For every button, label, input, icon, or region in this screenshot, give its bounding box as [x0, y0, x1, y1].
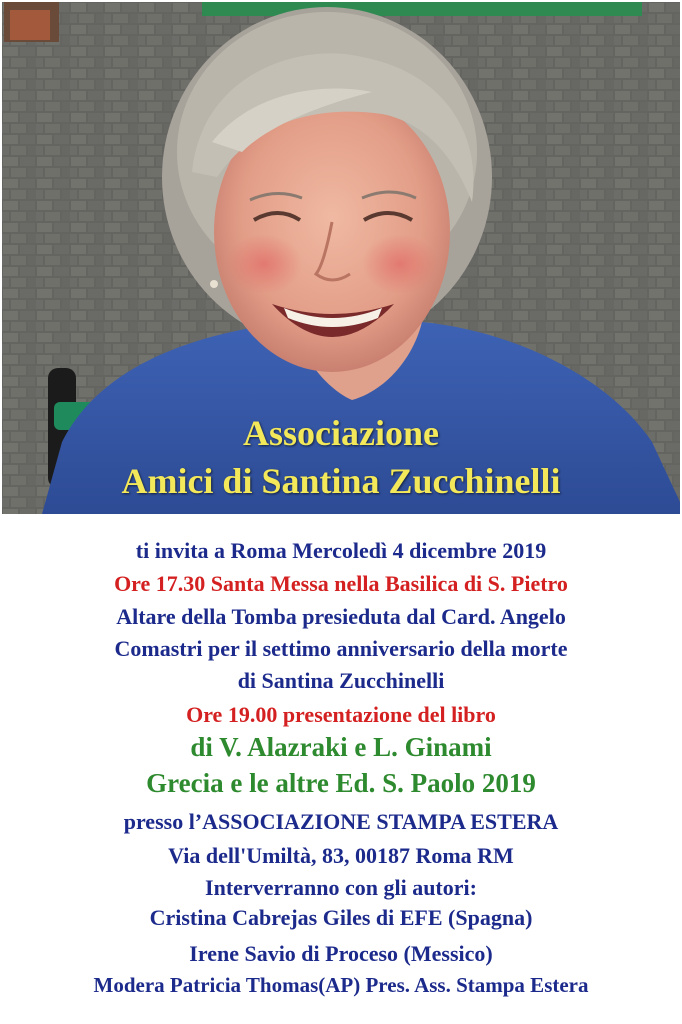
anniversary-line: Comastri per il settimo anniversario della morte — [114, 636, 568, 661]
address-line: Via dell'Umiltà, 83, 00187 Roma RM — [168, 843, 514, 868]
altar-line: Altare della Tomba presieduta dal Card. Angelo — [116, 604, 566, 629]
speakers-intro-line: Interverranno con gli autori: — [205, 875, 477, 900]
association-title: Associazione — [243, 413, 439, 453]
speaker-savio-line: Irene Savio di Proceso (Messico) — [189, 941, 493, 966]
book-title-line: Grecia e le altre Ed. S. Paolo 2019 — [146, 768, 536, 798]
association-name: Amici di Santina Zucchinelli — [121, 461, 561, 501]
venue-line: presso l’ASSOCIAZIONE STAMPA ESTERA — [123, 809, 559, 834]
moderator-line: Modera Patricia Thomas(AP) Pres. Ass. Stampa Estera — [93, 973, 589, 997]
book-authors-line: di V. Alazraki e L. Ginami — [190, 732, 492, 762]
santina-name-line: di Santina Zucchinelli — [237, 668, 445, 693]
portrait-photo — [2, 2, 680, 514]
mass-time-line: Ore 17.30 Santa Messa nella Basilica di S. Pietro — [114, 571, 568, 596]
presentation-time-line: Ore 19.00 presentazione del libro — [186, 702, 496, 727]
invite-date-line: ti invita a Roma Mercoledì 4 dicembre 2019 — [135, 538, 547, 563]
speaker-cabrejas-line: Cristina Cabrejas Giles di EFE (Spagna) — [149, 905, 533, 930]
